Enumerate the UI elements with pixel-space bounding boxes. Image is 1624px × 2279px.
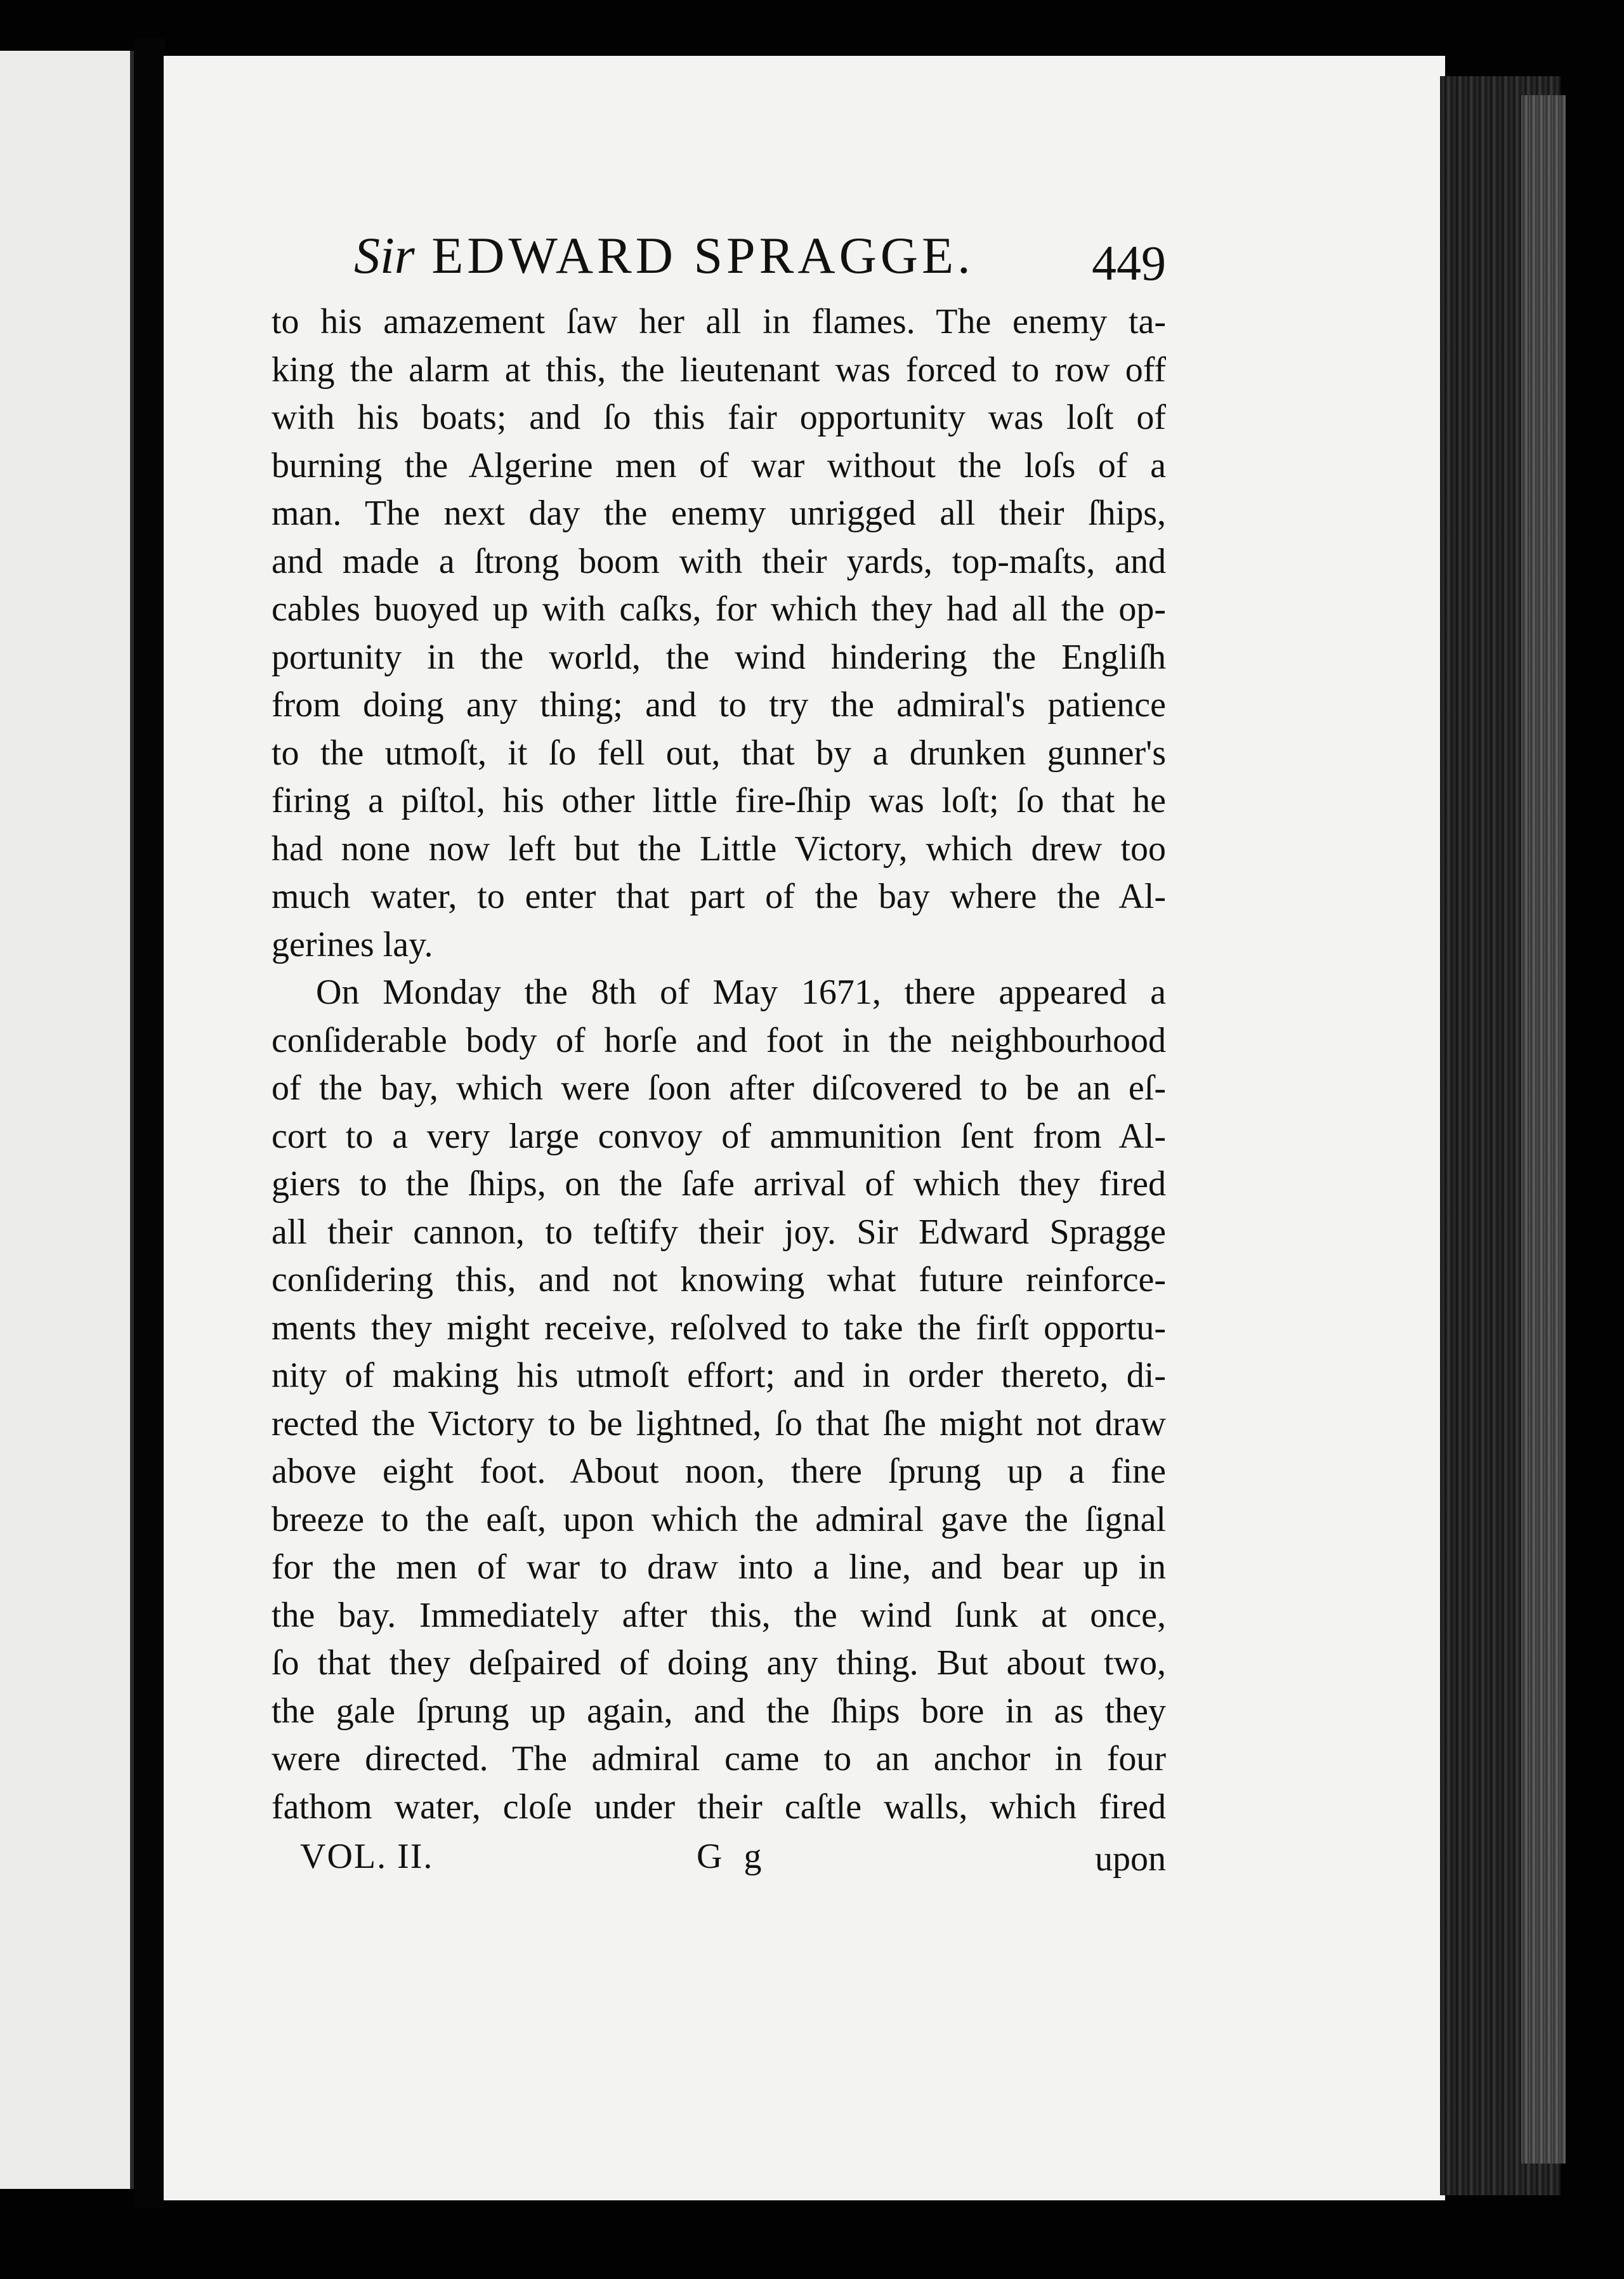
text-line: conſidering this, and not knowing what future reinforce- — [272, 1260, 1166, 1299]
volume-label: VOL. II. — [300, 1837, 434, 1876]
page-text — [272, 216, 1166, 1893]
page-stack-highlight — [1521, 95, 1566, 2164]
text-line: king the alarm at this, the lieutenant was forced to row off — [272, 350, 1166, 390]
text-line: fathom water, cloſe under their caſtle walls, which fired — [272, 1787, 1166, 1827]
text-line: from doing any thing; and to try the admiral's patience — [272, 685, 1166, 725]
text-line: had none now left but the Little Victory, which drew too — [272, 829, 1166, 869]
paragraph-start-line: On Monday the 8th of May 1671, there appeared a — [316, 973, 1166, 1012]
text-line: much water, to enter that part of the bay where the Al- — [272, 877, 1166, 916]
text-line: to the utmoſt, it ſo fell out, that by a drunken gunner's — [272, 733, 1166, 773]
signature-mark: G g — [697, 1837, 768, 1876]
text-line: above eight foot. About noon, there ſprung up a fine — [272, 1452, 1166, 1491]
text-line: with his boats; and ſo this fair opportunity was loſt of — [272, 398, 1166, 437]
text-line: and made a ſtrong boom with their yards, top-maſts, and — [272, 541, 1166, 581]
page-number: 449 — [1092, 235, 1166, 291]
facing-page-edge — [0, 51, 134, 2189]
text-line: of the bay, which were ſoon after diſcovered to be an eſ- — [272, 1068, 1166, 1108]
text-line: cort to a very large convoy of ammunition ſent from Al- — [272, 1116, 1166, 1156]
text-line: burning the Algerine men of war without the loſs of a — [272, 445, 1166, 485]
text-line: breeze to the eaſt, upon which the admiral gave the ſignal — [272, 1499, 1166, 1539]
text-line: nity of making his utmoſt effort; and in order thereto, di- — [272, 1356, 1166, 1395]
running-title-prefix: Sir — [354, 227, 415, 284]
text-line: portunity in the world, the wind hindering the Engliſh — [272, 637, 1166, 677]
running-title-name: EDWARD SPRAGGE. — [431, 227, 974, 284]
body-text — [272, 298, 1166, 1831]
text-line: all their cannon, to teſtify their joy. Sir Edward Spragge — [272, 1212, 1166, 1252]
running-head — [272, 216, 1166, 298]
text-line: the bay. Immediately after this, the wind ſunk at once, — [272, 1595, 1166, 1635]
text-line: firing a piſtol, his other little fire-ſhip was loſt; ſo that he — [272, 781, 1166, 820]
text-line: gerines lay. — [272, 924, 433, 964]
text-line: rected the Victory to be lightned, ſo that ſhe might not draw — [272, 1403, 1166, 1443]
text-line: for the men of war to draw into a line, and bear up in — [272, 1547, 1166, 1587]
text-line: giers to the ſhips, on the ſafe arrival of which they fired — [272, 1164, 1166, 1204]
text-line: man. The next day the enemy unrigged all their ſhips, — [272, 494, 1166, 533]
page-footer — [272, 1836, 1166, 1893]
running-title — [354, 226, 974, 286]
book-gutter — [134, 38, 165, 2208]
text-line: ments they might receive, reſolved to take the firſt opportu- — [272, 1308, 1166, 1348]
text-line: conſiderable body of horſe and foot in the neighbourhood — [272, 1020, 1166, 1060]
text-line: to his amazement ſaw her all in flames. The enemy ta- — [272, 302, 1166, 341]
text-line: ſo that they deſpaired of doing any thing. But about two, — [272, 1643, 1166, 1683]
catchword: upon — [1095, 1839, 1166, 1879]
text-line: the gale ſprung up again, and the ſhips bore in as they — [272, 1691, 1166, 1731]
text-line: cables buoyed up with caſks, for which they had all the op- — [272, 589, 1166, 629]
text-line: were directed. The admiral came to an anchor in four — [272, 1739, 1166, 1778]
